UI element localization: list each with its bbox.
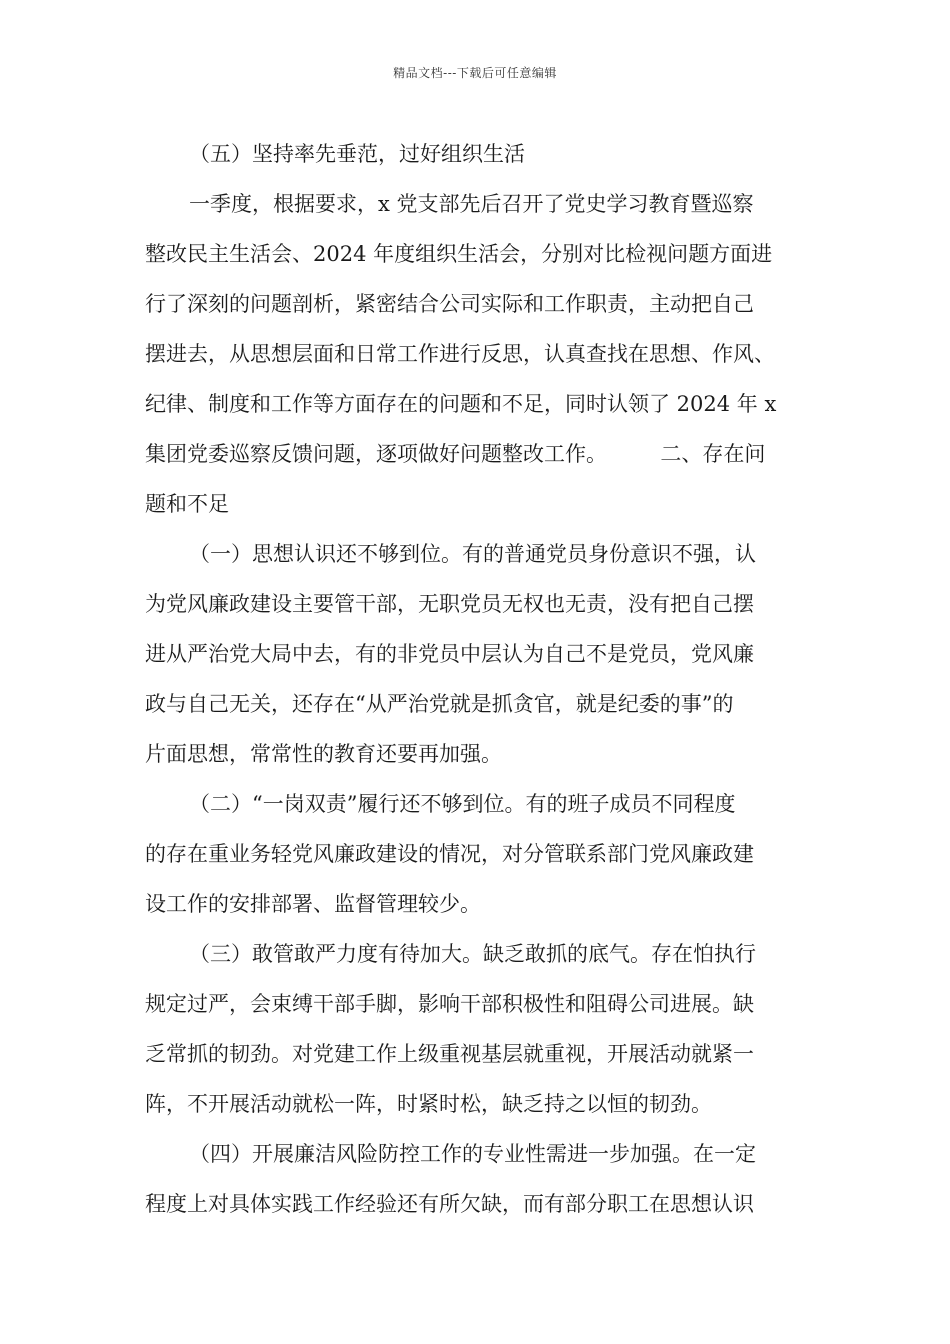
- body-line: 一季度，根据要求，x 党支部先后召开了党史学习教育暨巡察: [189, 192, 754, 216]
- body-line: 设工作的安排部署、监督管理较少。: [145, 892, 481, 916]
- body-line: 乏常抓的韧劲。对党建工作上级重视基层就重视，开展活动就紧一: [145, 1042, 754, 1066]
- body-line: 进从严治党大局中去，有的非党员中层认为自己不是党员，党风廉: [145, 642, 754, 666]
- body-line: （三）敢管敢严力度有待加大。缺乏敢抓的底气。存在怕执行: [189, 942, 756, 966]
- body-line: 题和不足: [145, 492, 229, 516]
- body-line: 纪律、制度和工作等方面存在的问题和不足，同时认领了 2024 年 x: [145, 392, 777, 416]
- body-line: 规定过严，会束缚干部手脚，影响干部积极性和阻碍公司进展。缺: [145, 992, 754, 1016]
- body-line: 整改民主生活会、2024 年度组织生活会，分别对比检视问题方面进: [145, 242, 773, 266]
- body-line: 行了深刻的问题剖析，紧密结合公司实际和工作职责，主动把自己: [145, 292, 754, 316]
- body-line: 为党风廉政建设主要管干部，无职党员无权也无责，没有把自己摆: [145, 592, 754, 616]
- body-line: 摆进去，从思想层面和日常工作进行反思，认真查找在思想、作风、: [145, 342, 775, 366]
- body-line: 阵，不开展活动就松一阵，时紧时松，缺乏持之以恒的韧劲。: [145, 1092, 712, 1116]
- body-line: 政与自己无关，还存在“从严治党就是抓贪官，就是纪委的事”的: [145, 692, 734, 716]
- body-line: 集团党委巡察反馈问题，逐项做好问题整改工作。 二、存在问: [145, 442, 766, 466]
- body-line: （一）思想认识还不够到位。有的普通党员身份意识不强，认: [189, 542, 756, 566]
- body-line: （二）“一岗双责”履行还不够到位。有的班子成员不同程度: [189, 792, 736, 816]
- body-line: 的存在重业务轻党风廉政建设的情况，对分管联系部门党风廉政建: [145, 842, 754, 866]
- body-line: 片面思想，常常性的教育还要再加强。: [145, 742, 502, 766]
- page-header: 精品文档---下载后可任意编辑: [393, 66, 557, 80]
- body-line: （四）开展廉洁风险防控工作的专业性需进一步加强。在一定: [189, 1142, 756, 1166]
- body-line: 程度上对具体实践工作经验还有所欠缺，而有部分职工在思想认识: [145, 1192, 754, 1216]
- section-heading: （五）坚持率先垂范，过好组织生活: [189, 142, 525, 166]
